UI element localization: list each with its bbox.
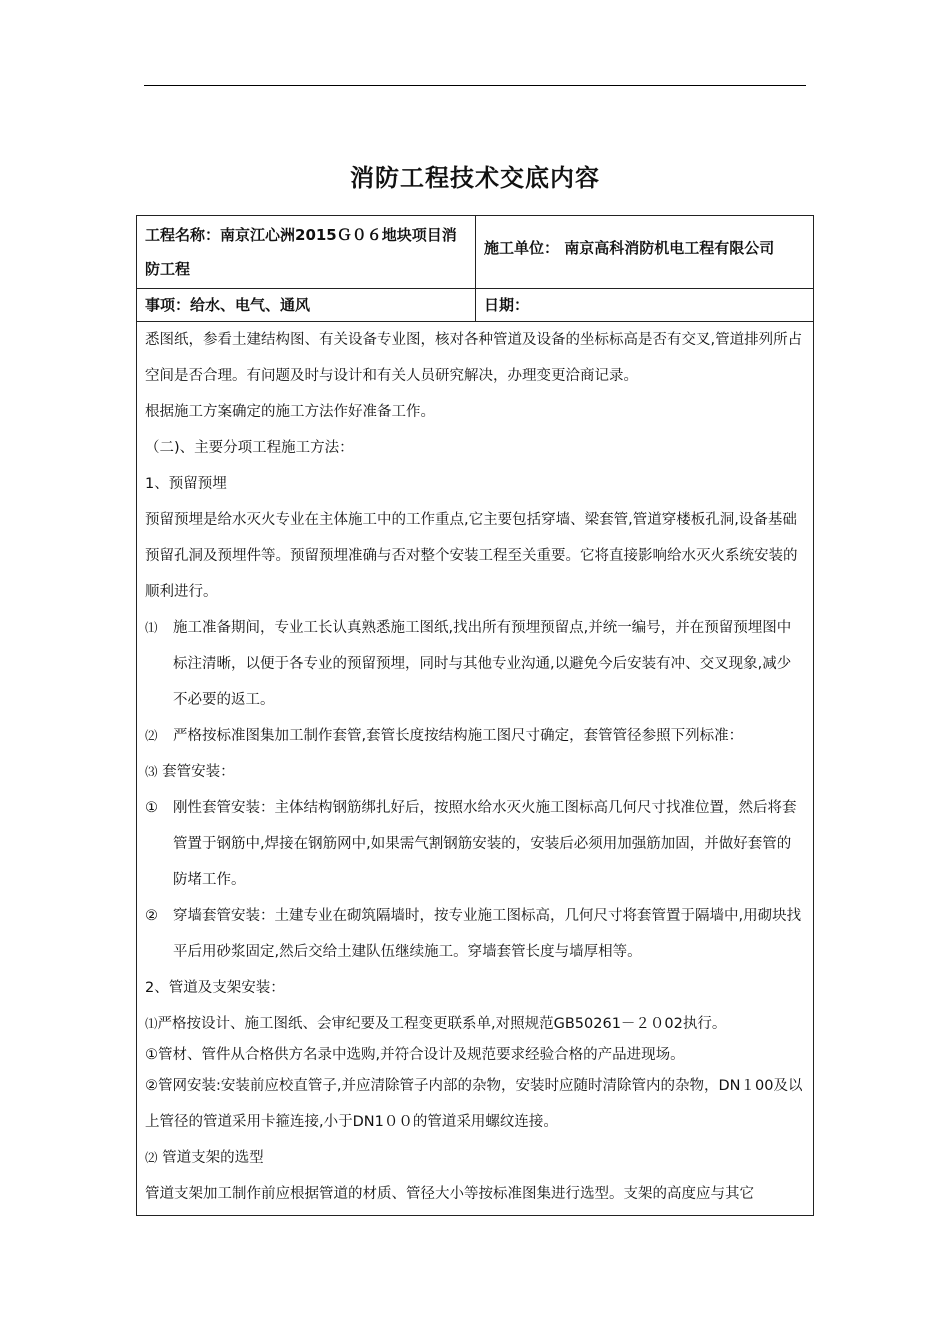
list-marker: ⑶ [145,764,158,779]
paragraph: 管道支架加工制作前应根据管道的材质、管径大小等按标准图集进行选型。支架的高度应与其它 [145,1186,754,1202]
list-item [145,1006,805,1042]
list-item [145,790,805,898]
paragraph: ②管网安装:安装前应校直管子,并应清除管子内部的杂物，安装时应随时清除管内的杂物，DN１00及以上管径的管道采用卡箍连接,小于DN1００的管道采用螺纹连接。 [145,1078,803,1130]
list-item-text: 严格按设计、施工图纸、会审纪要及工程变更联系单,对照规范GB50261－２０02执行。 [157,1016,727,1032]
list-item-text: 严格按标准图集加工制作套管,套管长度按结构施工图尺寸确定，套管管径参照下列标准： [173,728,744,744]
date-cell: 日期： [476,289,813,322]
subsection-heading: 2、管道及支架安装： [145,980,285,996]
content-body [145,322,805,1212]
list-marker: ⑵ [145,728,158,743]
list-item [145,610,805,718]
list-item-text: 管道支架的选型 [162,1150,264,1166]
list-marker: ⑴ [145,1016,158,1031]
paragraph: 预留预埋是给水灭火专业在主体施工中的工作重点,它主要包括穿墙、梁套管,管道穿楼板孔洞,设备基础预留孔洞及预埋件等。预留预埋准确与否对整个安装工程至关重要。它将直接影响给水灭火系统安装的顺利进行。 [145,512,798,600]
header-rule [144,85,806,86]
construction-unit-cell: 施工单位： 南京高科消防机电工程有限公司 [476,216,813,289]
paragraph: 根据施工方案确定的施工方法作好准备工作。 [145,404,435,420]
item-cell: 事项：给水、电气、通风 [137,289,476,322]
list-marker: ② [145,908,158,924]
list-marker: ⑵ [145,1150,158,1165]
list-item-text: 刚性套管安装：主体结构钢筋绑扎好后，按照水给水灭火施工图标高几何尺寸找准位置，然后将套管置于钢筋中,焊接在钢筋网中,如果需气割钢筋安装的，安装后必须用加强筋加固，并做好套管的防堵工作。 [173,800,797,888]
list-item [145,718,805,754]
list-item [145,754,805,790]
project-name-cell: 工程名称：南京江心洲2015Ｇ０６地块项目消防工程 [137,216,476,289]
subsection-heading: 1、预留预埋 [145,476,227,492]
disclosure-table [136,215,814,1216]
section-heading: （二)、主要分项工程施工方法： [145,440,354,456]
list-item [145,1140,805,1176]
list-item-text: 施工准备期间，专业工长认真熟悉施工图纸,找出所有预埋预留点,并统一编号，并在预留预埋图中标注清晰，以便于各专业的预留预埋，同时与其他专业沟通,以避免今后安装有冲、交叉现象,减少不必要的返工。 [173,620,792,708]
list-marker: ① [145,800,158,816]
list-item-text: 套管安装： [162,764,235,780]
paragraph: 悉图纸，参看土建结构图、有关设备专业图，核对各种管道及设备的坐标标高是否有交叉,管道排列所占空间是否合理。有问题及时与设计和有关人员研究解决，办理变更洽商记录。 [145,332,803,384]
list-item [145,898,805,970]
list-item-text: 穿墙套管安装：土建专业在砌筑隔墙时，按专业施工图标高，几何尺寸将套管置于隔墙中,用砌块找平后用砂浆固定,然后交给土建队伍继续施工。穿墙套管长度与墙厚相等。 [173,908,802,960]
document-title: 消防工程技术交底内容 [350,164,600,192]
paragraph: ①管材、管件从合格供方名录中选购,并符合设计及规范要求经验合格的产品进现场。 [145,1047,685,1063]
list-marker: ⑴ [145,620,158,635]
